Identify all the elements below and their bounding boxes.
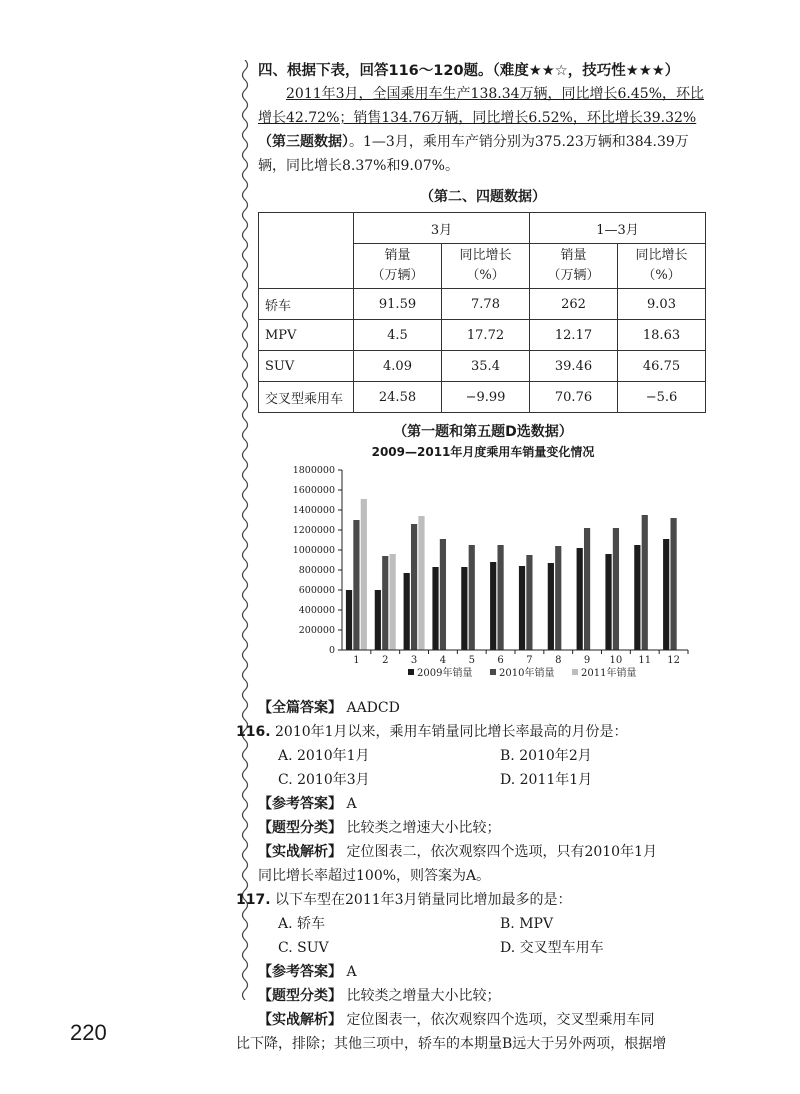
- bar-2009年销量: [375, 590, 381, 650]
- x-tick-label: 4: [439, 655, 447, 666]
- table-cell: 46.75: [618, 351, 706, 382]
- col-header-cell: [618, 244, 706, 289]
- table-caption: （第二、四题数据）: [420, 189, 546, 205]
- bar-2010年销量: [613, 528, 619, 650]
- question-number: 117.: [236, 892, 271, 908]
- analysis-text-1: 定位图表二，依次观察四个选项，只有2010年1月: [346, 844, 657, 860]
- bar-2009年销量: [663, 539, 669, 650]
- x-tick-label: 2: [382, 655, 389, 666]
- bar-2011年销量: [390, 554, 396, 650]
- legend-label: 2010年销量: [499, 668, 555, 679]
- analysis-text-2: 比下降，排除；其他三项中，轿车的本期量B远大于另外两项，根据增: [236, 1036, 667, 1052]
- bar-2009年销量: [577, 548, 583, 650]
- table-cell: 262: [530, 289, 618, 320]
- bar-2010年销量: [382, 556, 388, 650]
- col-header-line1: 销量: [560, 248, 587, 263]
- option-b: B. MPV: [500, 916, 554, 932]
- question-text: 2010年1月以来，乘用车销量同比增长率最高的月份是：: [275, 724, 628, 740]
- intro-paragraph: [258, 82, 708, 178]
- table-group-header-row: [259, 213, 706, 244]
- col-header-cell: [530, 244, 618, 289]
- intro-underlined-text: 2011年3月，全国乘用车生产138.34万辆，同比增长6.45%，环比增长42.72%；销售134.76万辆，同比增长6.52%，环比增长39.32%: [258, 86, 704, 126]
- row-label: 轿车: [259, 289, 354, 320]
- y-tick-label: 1800000: [292, 465, 335, 476]
- table-cell: 12.17: [530, 320, 618, 351]
- table-cell: −5.6: [618, 382, 706, 413]
- question-type-value: 比较类之增量大小比较；: [346, 988, 501, 1004]
- x-tick-label: 5: [468, 655, 475, 666]
- analysis-label: 【实战解析】: [258, 844, 342, 860]
- analysis-116: [258, 840, 708, 864]
- options-row: [258, 744, 708, 768]
- table-row: [259, 320, 706, 351]
- x-tick-label: 9: [583, 655, 591, 666]
- bar-2009年销量: [605, 554, 611, 650]
- y-tick-label: 1600000: [292, 485, 335, 496]
- legend-label: 2009年销量: [417, 668, 473, 679]
- page-content: [236, 60, 708, 1056]
- bar-2009年销量: [490, 562, 496, 650]
- group-header-march: 3月: [354, 213, 530, 244]
- legend-swatch: [572, 669, 578, 675]
- ref-answer-label: 【参考答案】: [258, 964, 342, 980]
- table-corner-cell: [259, 213, 354, 289]
- question-117: [236, 888, 708, 912]
- option-d: D. 交叉型车用车: [500, 940, 604, 956]
- bar-2009年销量: [346, 590, 352, 650]
- question-116: [236, 720, 708, 744]
- x-tick-label: 7: [526, 655, 533, 666]
- bar-2009年销量: [404, 573, 410, 650]
- col-header-line2: （万辆）: [547, 268, 600, 283]
- bar-2010年销量: [584, 528, 590, 650]
- table-cell: 18.63: [618, 320, 706, 351]
- question-type-label: 【题型分类】: [258, 820, 342, 836]
- analysis-117-cont: [236, 1032, 708, 1056]
- col-header-line2: （%）: [466, 268, 505, 283]
- bar-chart: [258, 460, 698, 692]
- all-answers-line: [258, 696, 708, 720]
- wavy-margin-line: [238, 60, 252, 1000]
- question-type-value: 比较类之增速大小比较；: [346, 820, 501, 836]
- table-cell: 9.03: [618, 289, 706, 320]
- sales-table: [258, 212, 706, 413]
- legend-swatch: [408, 669, 414, 675]
- analysis-117: [258, 1008, 708, 1032]
- col-header-line1: 销量: [384, 248, 411, 263]
- intro-bold-note: （第三题数据）: [258, 134, 349, 150]
- table-cell: 17.72: [442, 320, 530, 351]
- reference-answer-116: [258, 792, 708, 816]
- question-number: 116.: [236, 724, 271, 740]
- option-b: B. 2010年2月: [500, 748, 592, 764]
- bar-2010年销量: [469, 545, 475, 650]
- table-cell: −9.99: [442, 382, 530, 413]
- bar-2009年销量: [461, 567, 467, 650]
- col-header-line2: （万辆）: [371, 268, 424, 283]
- option-d: D. 2011年1月: [500, 772, 593, 788]
- bar-2010年销量: [353, 520, 359, 650]
- ref-answer-label: 【参考答案】: [258, 796, 342, 812]
- section-heading: 四、根据下表，回答116～120题。（难度★★☆，技巧性★★★）: [258, 63, 680, 79]
- option-c: C. SUV: [278, 940, 329, 956]
- bar-2011年销量: [361, 499, 367, 650]
- y-tick-label: 1400000: [292, 505, 335, 516]
- bar-2010年销量: [497, 545, 503, 650]
- bar-2009年销量: [432, 567, 438, 650]
- table-cell: 4.09: [354, 351, 442, 382]
- table-cell: 24.58: [354, 382, 442, 413]
- bar-2010年销量: [440, 539, 446, 650]
- row-label: MPV: [259, 320, 354, 351]
- y-tick-label: 800000: [298, 565, 335, 576]
- x-tick-label: 10: [609, 655, 623, 666]
- bar-2010年销量: [555, 546, 561, 650]
- y-tick-label: 0: [328, 645, 335, 656]
- y-tick-label: 600000: [298, 585, 335, 596]
- y-tick-label: 1000000: [292, 545, 335, 556]
- x-tick-label: 12: [667, 655, 680, 666]
- bar-2009年销量: [548, 563, 554, 650]
- x-tick-label: 11: [638, 655, 652, 666]
- col-header-line1: 同比增长: [635, 248, 688, 263]
- chart-title: 2009—2011年月度乘用车销量变化情况: [371, 445, 595, 459]
- page-number: 220: [70, 1020, 107, 1045]
- bar-2010年销量: [411, 524, 417, 650]
- table-cell: 91.59: [354, 289, 442, 320]
- row-label: SUV: [259, 351, 354, 382]
- all-answers-value: AADCD: [346, 700, 400, 716]
- bar-2010年销量: [526, 555, 532, 650]
- reference-answer-117: [258, 960, 708, 984]
- y-tick-label: 1200000: [292, 525, 335, 536]
- bar-2009年销量: [634, 545, 640, 650]
- question-text: 以下车型在2011年3月销量同比增加最多的是：: [275, 892, 572, 908]
- table-row: [259, 351, 706, 382]
- col-header-cell: [354, 244, 442, 289]
- table-row: [259, 382, 706, 413]
- options-row: [258, 936, 708, 960]
- option-a: A. 轿车: [278, 916, 326, 932]
- col-header-cell: [442, 244, 530, 289]
- table-cell: 7.78: [442, 289, 530, 320]
- x-tick-label: 1: [353, 655, 360, 666]
- y-tick-label: 200000: [298, 625, 335, 636]
- col-header-line1: 同比增长: [459, 248, 512, 263]
- col-header-line2: （%）: [642, 268, 681, 283]
- chart-caption: （第一题和第五题D选数据）: [393, 424, 573, 440]
- ref-answer-value: A: [346, 964, 357, 980]
- table-cell: 35.4: [442, 351, 530, 382]
- legend-label: 2011年销量: [581, 668, 637, 679]
- bar-2011年销量: [418, 516, 424, 650]
- bar-2009年销量: [519, 566, 525, 650]
- table-cell: 70.76: [530, 382, 618, 413]
- analysis-116-cont: [258, 864, 708, 888]
- options-row: [258, 912, 708, 936]
- ref-answer-value: A: [346, 796, 357, 812]
- legend-swatch: [490, 669, 496, 675]
- option-c: C. 2010年3月: [278, 772, 370, 788]
- intro-rest-text: 。1—3月，乘用车产销分别为375.23万辆和384.39万辆，同比增长8.37%和9.07%。: [258, 134, 689, 174]
- table-cell: 4.5: [354, 320, 442, 351]
- options-row: [258, 768, 708, 792]
- analysis-text-1: 定位图表一，依次观察四个选项，交叉型乘用车同: [346, 1012, 655, 1028]
- question-type-117: [258, 984, 708, 1008]
- bar-2010年销量: [642, 515, 648, 650]
- group-header-q1: 1—3月: [530, 213, 706, 244]
- x-tick-label: 3: [410, 655, 418, 666]
- option-a: A. 2010年1月: [278, 748, 370, 764]
- question-type-116: [258, 816, 708, 840]
- x-tick-label: 8: [555, 655, 562, 666]
- table-cell: 39.46: [530, 351, 618, 382]
- x-tick-label: 6: [497, 655, 504, 666]
- bar-2010年销量: [670, 518, 676, 650]
- analysis-label: 【实战解析】: [258, 1012, 342, 1028]
- all-answers-label: 【全篇答案】: [258, 700, 342, 716]
- row-label: 交叉型乘用车: [259, 382, 354, 413]
- analysis-text-2: 同比增长率超过100%，则答案为A。: [258, 868, 491, 884]
- y-tick-label: 400000: [298, 605, 335, 616]
- table-row: [259, 289, 706, 320]
- question-type-label: 【题型分类】: [258, 988, 342, 1004]
